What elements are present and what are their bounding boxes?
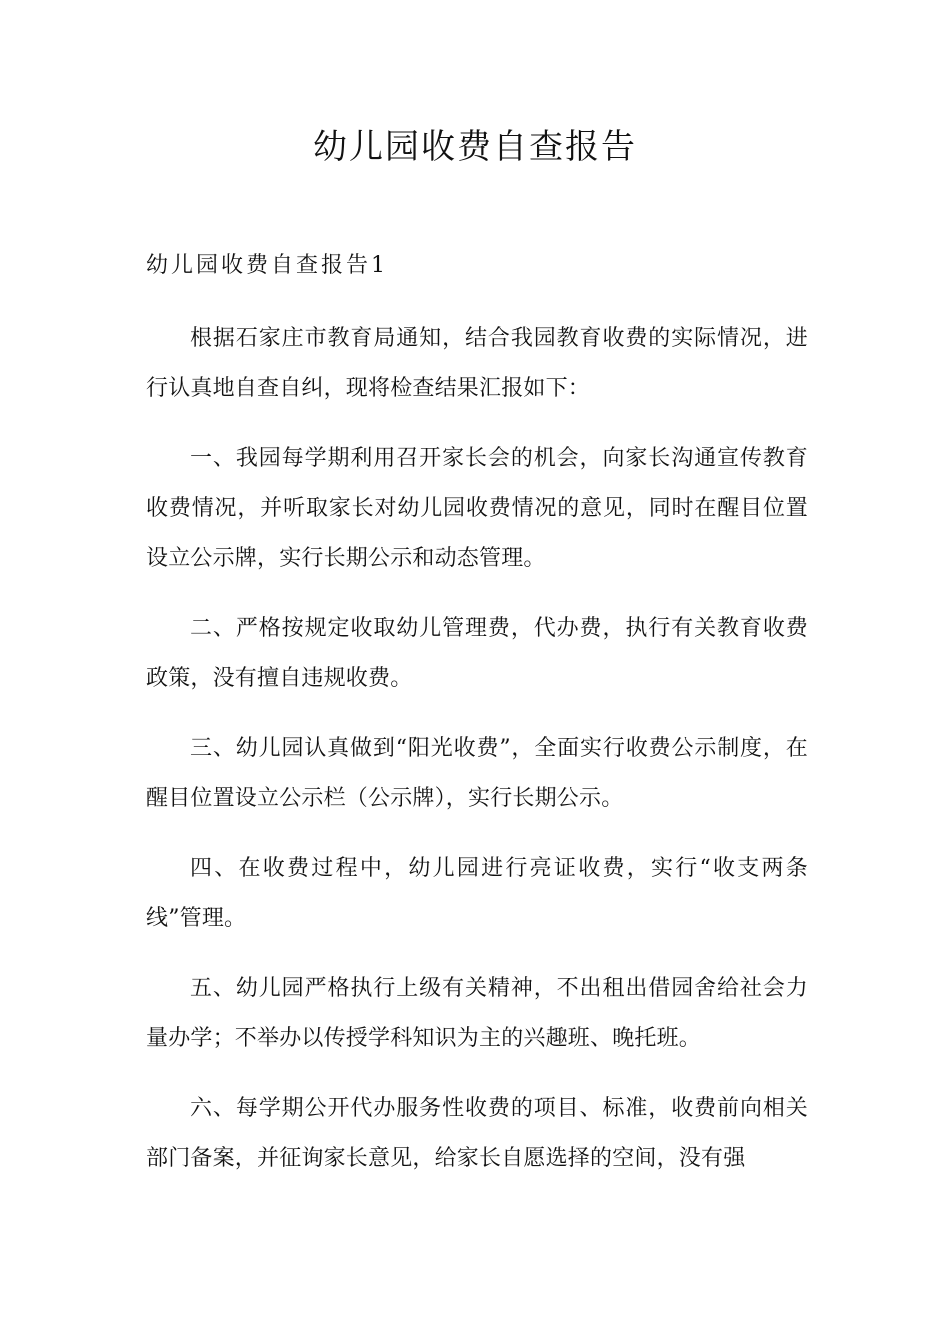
paragraph-item-6: 六、每学期公开代办服务性收费的项目、标准，收费前向相关部门备案，并征询家长意见，给家长自愿选择的空间，没有强 <box>146 1096 808 1171</box>
paragraph-item-1: 一、我园每学期利用召开家长会的机会，向家长沟通宣传教育收费情况，并听取家长对幼儿园收费情况的意见，同时在醒目位置设立公示牌，实行长期公示和动态管理。 <box>146 446 808 571</box>
paragraph-intro: 根据石家庄市教育局通知，结合我园教育收费的实际情况，进行认真地自查自纠，现将检查结果汇报如下： <box>146 326 808 401</box>
paragraph-item-2: 二、严格按规定收取幼儿管理费，代办费，执行有关教育收费政策，没有擅自违规收费。 <box>146 616 808 691</box>
paragraph-item-3: 三、幼儿园认真做到“阳光收费”，全面实行收费公示制度，在醒目位置设立公示栏（公示牌），实行长期公示。 <box>146 736 808 811</box>
paragraph-item-4: 四、在收费过程中，幼儿园进行亮证收费，实行“收支两条线”管理。 <box>146 856 808 931</box>
document-title: 幼儿园收费自查报告 <box>313 127 637 167</box>
paragraph-item-5: 五、幼儿园严格执行上级有关精神，不出租出借园舍给社会力量办学；不举办以传授学科知识为主的兴趣班、晚托班。 <box>146 976 808 1051</box>
section-heading: 幼儿园收费自查报告1 <box>146 253 388 278</box>
document-body <box>146 314 808 1204</box>
